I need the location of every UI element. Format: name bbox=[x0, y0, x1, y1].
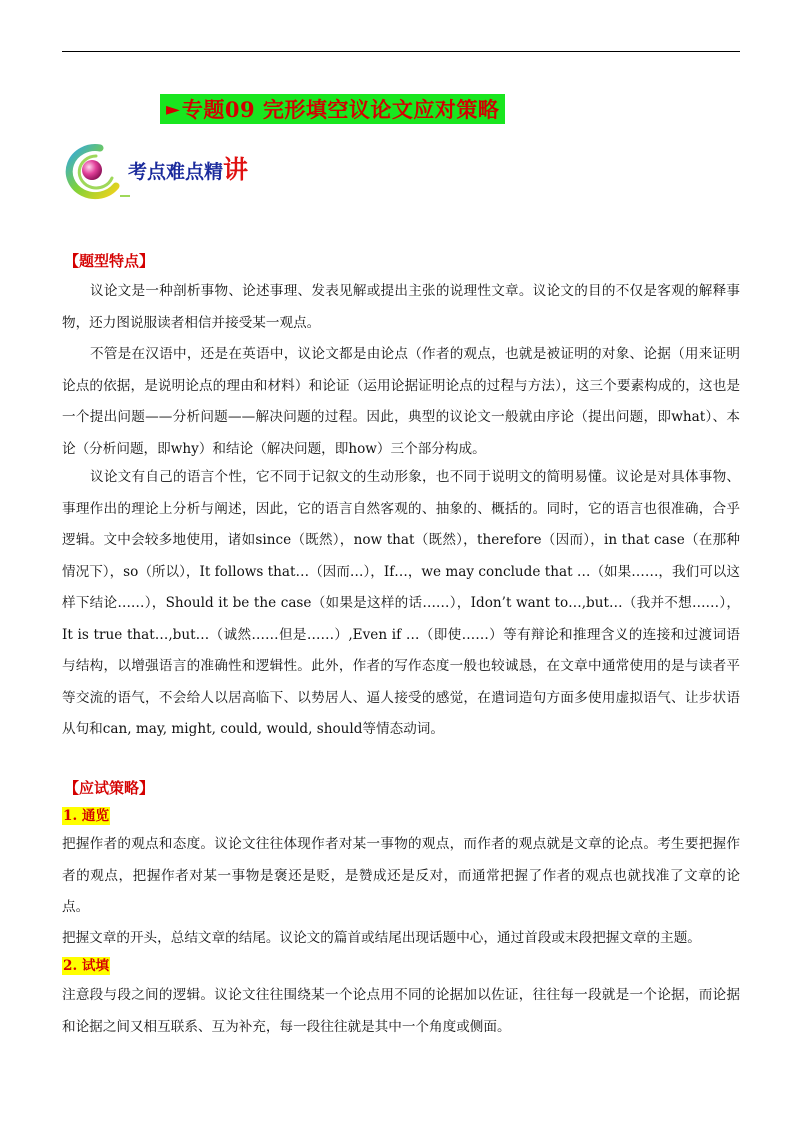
header-rule bbox=[62, 51, 740, 52]
gradient-ring-with-pink-orb-icon bbox=[60, 140, 130, 200]
step-2-label: 2. 试填 bbox=[63, 958, 110, 974]
features-paragraph-2: 不管是在汉语中，还是在英语中，议论文都是由论点（作者的观点，也就是被证明的对象、论据（用来证明论点的依据，是说明论点的理由和材料）和论证（运用论据证明论点的过程与方法），这三个要素构成的，这也是一个提出问题——分析问题——解决问题的过程。因此，典型的议论文一般就由序论（提出问题，即what）、本论（分析问题，即why）和结论（解决问题，即how）三个部分构成。 bbox=[62, 346, 740, 457]
document-title: 专题09 完形填空议论文应对策略 bbox=[181, 97, 500, 122]
strategy-heading: 【应试策略】 bbox=[64, 779, 155, 797]
step-1-label: 1. 通览 bbox=[63, 808, 110, 824]
step-1-paragraph-1: 把握作者的观点和态度。议论文往往体现作者对某一事物的观点，而作者的观点就是文章的论点。考生要把握作者的观点，把握作者对某一事物是褒还是贬，是赞成还是反对，而通常把握了作者的观点也就找准了文章的论点。 bbox=[62, 836, 740, 915]
banner-title-main: 考点难点精 bbox=[128, 161, 224, 183]
banner-title-accent: 讲 bbox=[223, 155, 249, 184]
step-1-paragraph-2: 把握文章的开头，总结文章的结尾。议论文的篇首或结尾出现话题中心，通过首段或末段把握文章的主题。 bbox=[62, 930, 701, 946]
section-banner bbox=[60, 140, 300, 200]
document-title-banner bbox=[160, 94, 505, 124]
features-paragraph-3: 议论文有自己的语言个性，它不同于记叙文的生动形象，也不同于说明文的简明易懂。议论是对具体事物、事理作出的理论上分析与阐述，因此，它的语言自然客观的、抽象的、概括的。同时，它的语言也很准确，合乎逻辑。文中会较多地使用，诸如since（既然），now that（既然），therefore（因而），in that case（在那种情况下），so（所以），It follows that…（因而…），If…，we may conclude that …（如果……，我们可以这样下结论……），Should it be the case（如果是这样的话……），Idon’t want to…,but…（我并不想……），It is true that…,but…（诚然……但是……）,Even if …（即使……）等有辩论和推理含义的连接和过渡词语与结构，以增强语言的准确性和逻辑性。此外，作者的写作态度一般也较诚恳，在文章中通常使用的是与读者平等交流的语气，不会给人以居高临下、以势居人、逼人接受的感觉，在遣词造句方面多使用虚拟语气、让步状语从句和can, may, might, could, would, should等情态动词。 bbox=[62, 469, 740, 737]
features-paragraph-1: 议论文是一种剖析事物、论述事理、发表见解或提出主张的说理性文章。议论文的目的不仅是客观的解释事物，还力图说服读者相信并接受某一观点。 bbox=[62, 283, 740, 331]
triangle-arrow-icon: ► bbox=[166, 98, 180, 120]
features-heading: 【题型特点】 bbox=[64, 252, 155, 270]
banner-title bbox=[128, 150, 248, 186]
step-2-paragraph-1: 注意段与段之间的逻辑。议论文往往围绕某一个论点用不同的论据加以佐证，往往每一段就是一个论据，而论据和论据之间又相互联系、互为补充，每一段往往就是其中一个角度或侧面。 bbox=[62, 987, 740, 1035]
